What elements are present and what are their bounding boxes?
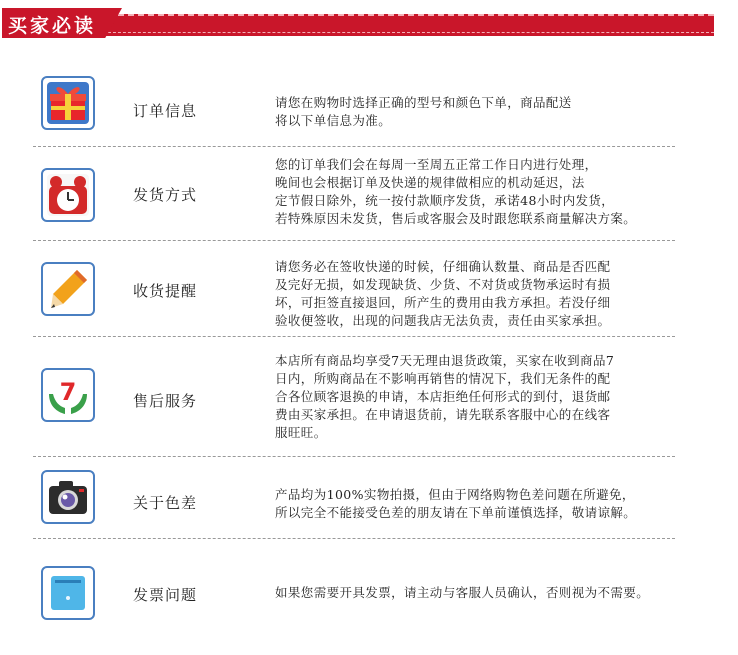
notice-row-receipt-reminder bbox=[33, 244, 675, 334]
header-banner bbox=[2, 8, 714, 38]
description-line: 本店所有商品均享受7天无理由退货政策，买家在收到商品7 bbox=[275, 353, 615, 368]
pencil-icon bbox=[41, 262, 95, 316]
description-line: 合各位顾客退换的申请，本店拒绝任何形式的到付，退货邮 bbox=[275, 389, 611, 404]
seven-day-hands-icon bbox=[41, 368, 95, 422]
row-divider bbox=[33, 146, 675, 147]
notice-row-invoice bbox=[33, 542, 675, 642]
notice-row-color-difference bbox=[33, 460, 675, 536]
row-description bbox=[275, 486, 695, 522]
description-line: 请您在购物时选择正确的型号和颜色下单，商品配送 bbox=[275, 95, 572, 110]
description-line: 如果您需要开具发票，请主动与客服人员确认，否则视为不需要。 bbox=[275, 585, 650, 600]
camera-icon bbox=[41, 470, 95, 524]
description-line: 产品均为100%实物拍摄，但由于网络购物色差问题在所避免， bbox=[275, 487, 635, 502]
row-divider bbox=[33, 240, 675, 241]
alarm-clock-icon bbox=[41, 168, 95, 222]
row-description bbox=[275, 156, 695, 228]
row-label: 关于色差 bbox=[133, 494, 198, 512]
description-line: 您的订单我们会在每周一至周五正常工作日内进行处理， bbox=[275, 157, 598, 172]
page-title: 买家必读 bbox=[8, 15, 97, 37]
row-divider bbox=[33, 456, 675, 457]
row-label: 订单信息 bbox=[133, 102, 198, 120]
description-line: 坏，可拒签直接退回，所产生的费用由我方承担。若没仔细 bbox=[275, 295, 611, 310]
row-label: 发票问题 bbox=[133, 586, 198, 604]
notice-row-order-info bbox=[33, 72, 675, 142]
row-divider bbox=[33, 538, 675, 539]
row-description bbox=[275, 584, 695, 602]
description-line: 定节假日除外，统一按付款顺序发货，承诺48小时内发货， bbox=[275, 193, 615, 208]
description-line: 及完好无损，如发现缺货、少货、不对货或货物承运时有损 bbox=[275, 277, 611, 292]
gift-icon bbox=[41, 76, 95, 130]
row-description bbox=[275, 258, 695, 330]
description-line: 费由买家承担。在申请退货前，请先联系客服中心的在线客 bbox=[275, 407, 611, 422]
description-line: 将以下单信息为准。 bbox=[275, 113, 392, 128]
description-line: 日内，所购商品在不影响再销售的情况下，我们无条件的配 bbox=[275, 371, 611, 386]
description-line: 若特殊原因未发货，售后或客服会及时跟您联系商量解决方案。 bbox=[275, 211, 637, 226]
svg-text:7: 7 bbox=[59, 378, 77, 406]
row-description bbox=[275, 352, 695, 442]
description-line: 服旺旺。 bbox=[275, 425, 327, 440]
row-label: 售后服务 bbox=[133, 392, 198, 410]
notice-row-shipping bbox=[33, 150, 675, 240]
description-line: 所以完全不能接受色差的朋友请在下单前谨慎选择，敬请谅解。 bbox=[275, 505, 637, 520]
description-line: 验收便签收，出现的问题我店无法负责，责任由买家承担。 bbox=[275, 313, 611, 328]
mailbox-icon bbox=[41, 566, 95, 620]
header-ribbon bbox=[98, 14, 714, 36]
description-line: 请您务必在签收快递的时候，仔细确认数量、商品是否匹配 bbox=[275, 259, 611, 274]
row-description bbox=[275, 94, 695, 130]
notice-row-after-sales bbox=[33, 340, 675, 452]
row-divider bbox=[33, 336, 675, 337]
row-label: 发货方式 bbox=[133, 186, 198, 204]
row-label: 收货提醒 bbox=[133, 282, 198, 300]
description-line: 晚间也会根据订单及快递的规律做相应的机动延迟，法 bbox=[275, 175, 585, 190]
